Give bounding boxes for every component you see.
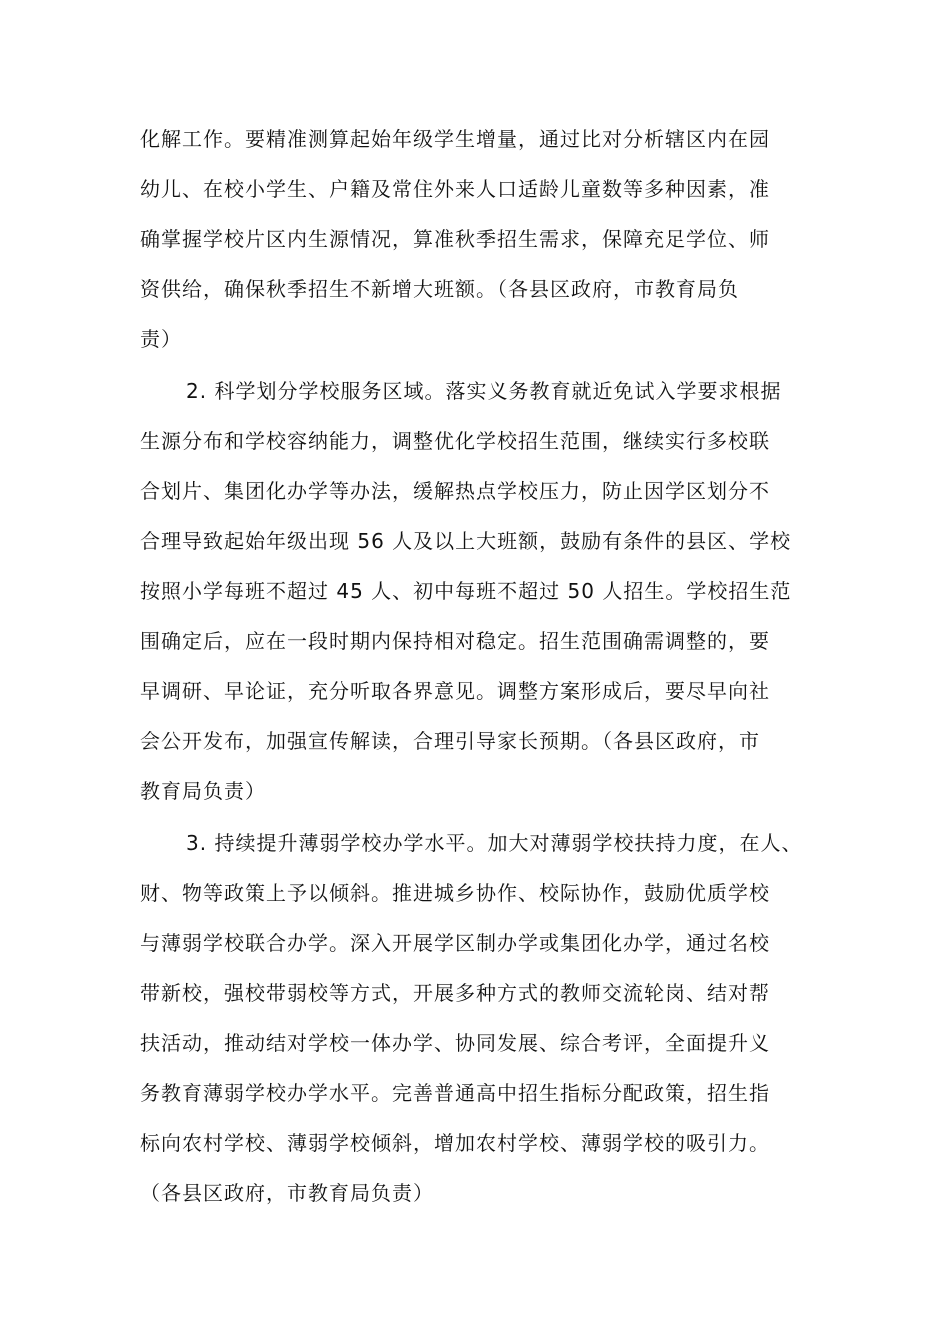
paragraph-2-line-6: 围确定后，应在一段时期内保持相对稳定。招生范围确需调整的，要 [140, 629, 770, 653]
paragraph-1-line-2: 幼儿、在校小学生、户籍及常住外来人口适龄儿童数等多种因素，准 [140, 177, 770, 201]
paragraph-2-line-5: 按照小学每班不超过 45 人、初中每班不超过 50 人招生。学校招生范 [140, 579, 792, 603]
paragraph-2-line-8: 会公开发布，加强宣传解读，合理引导家长预期。（各县区政府，市 [140, 729, 760, 753]
paragraph-3-line-2: 财、物等政策上予以倾斜。推进城乡协作、校际协作，鼓励优质学校 [140, 881, 770, 905]
paragraph-2-line-1: 2. 科学划分学校服务区域。落实义务教育就近免试入学要求根据 [186, 379, 782, 403]
paragraph-3-line-5: 扶活动，推动结对学校一体办学、协同发展、综合考评，全面提升义 [140, 1031, 770, 1055]
paragraph-1-line-3: 确掌握学校片区内生源情况，算准秋季招生需求，保障充足学位、师 [140, 227, 770, 251]
paragraph-1-line-5: 责） [140, 327, 182, 351]
paragraph-2-line-3: 合划片、集团化办学等办法，缓解热点学校压力，防止因学区划分不 [140, 479, 770, 503]
paragraph-3-line-7: 标向农村学校、薄弱学校倾斜，增加农村学校、薄弱学校的吸引力。 [140, 1131, 770, 1155]
paragraph-3-line-6: 务教育薄弱学校办学水平。完善普通高中招生指标分配政策，招生指 [140, 1081, 770, 1105]
paragraph-1-line-4: 资供给，确保秋季招生不新增大班额。（各县区政府，市教育局负 [140, 277, 739, 301]
paragraph-2-line-7: 早调研、早论证，充分听取各界意见。调整方案形成后，要尽早向社 [140, 679, 770, 703]
paragraph-3-line-4: 带新校，强校带弱校等方式，开展多种方式的教师交流轮岗、结对帮 [140, 981, 770, 1005]
paragraph-1-line-1: 化解工作。要精准测算起始年级学生增量，通过比对分析辖区内在园 [140, 127, 770, 151]
paragraph-2-line-2: 生源分布和学校容纳能力，调整优化学校招生范围，继续实行多校联 [140, 429, 770, 453]
paragraph-3-line-3: 与薄弱学校联合办学。深入开展学区制办学或集团化办学，通过名校 [140, 931, 770, 955]
paragraph-3-line-8: （各县区政府，市教育局负责） [140, 1181, 434, 1205]
paragraph-2-line-4: 合理导致起始年级出现 56 人及以上大班额，鼓励有条件的县区、学校 [140, 529, 792, 553]
paragraph-3-line-1: 3. 持续提升薄弱学校办学水平。加大对薄弱学校扶持力度，在人、 [186, 831, 803, 855]
paragraph-2-line-9: 教育局负责） [140, 779, 266, 803]
